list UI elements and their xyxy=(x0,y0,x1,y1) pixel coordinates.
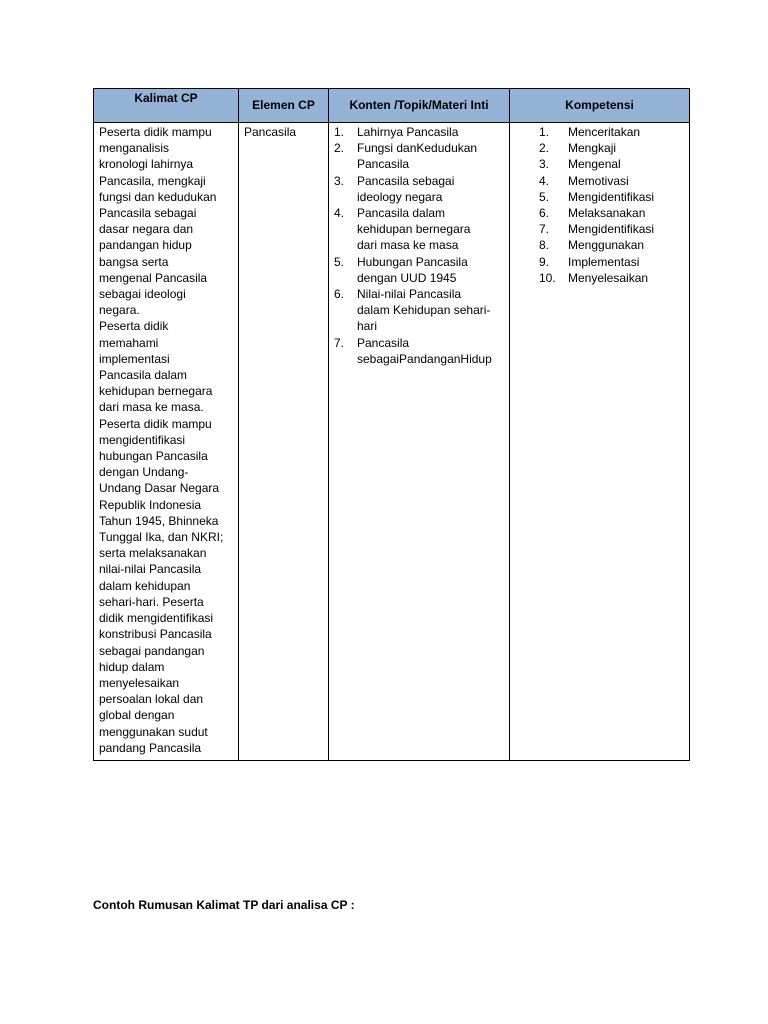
konten-list-item xyxy=(334,335,504,367)
konten-list xyxy=(334,124,504,367)
list-number: 9. xyxy=(539,254,550,269)
list-number: 4. xyxy=(539,173,550,188)
kompetensi-cell xyxy=(510,123,690,761)
kompetensi-list-item xyxy=(539,270,684,286)
kompetensi-list-item xyxy=(539,237,684,253)
kalimat-cp-line: menyelesaikan xyxy=(99,675,180,690)
kalimat-cp-line: Peserta didik mampu xyxy=(99,125,212,139)
konten-item-line: dari masa ke masa xyxy=(357,238,459,253)
list-number: 8. xyxy=(539,238,550,253)
table-row xyxy=(94,123,690,761)
kompetensi-list-item xyxy=(539,221,684,237)
list-number: 1. xyxy=(334,125,345,139)
kalimat-cp-line: Peserta didik mampu xyxy=(99,416,212,431)
kalimat-cp-line: Republik Indonesia xyxy=(99,497,202,512)
cp-analysis-table xyxy=(93,88,690,761)
list-number: 5. xyxy=(334,254,345,269)
konten-item-text xyxy=(357,254,468,286)
kalimat-cp-line: bangsa serta xyxy=(99,254,169,269)
kompetensi-list-item xyxy=(539,140,684,156)
kompetensi-item-text: Mengidentifikasi xyxy=(568,189,655,204)
elemen-cp-cell xyxy=(239,123,329,761)
kalimat-cp-line: implementasi xyxy=(99,351,170,366)
list-number: 6. xyxy=(334,287,345,302)
kalimat-cp-line: kronologi lahirnya xyxy=(99,157,194,172)
list-number: 2. xyxy=(539,141,550,156)
konten-item-line: Pancasila xyxy=(357,157,410,172)
kalimat-cp-line: Pancasila dalam xyxy=(99,368,188,383)
kalimat-cp-line: didik mengidentifikasi xyxy=(99,611,214,626)
kompetensi-item-text: Menggunakan xyxy=(568,238,645,253)
kalimat-cp-line: sebagai pandangan xyxy=(99,643,205,658)
kalimat-cp-line: sebagai ideologi xyxy=(99,287,186,302)
konten-list-item xyxy=(334,205,504,254)
kompetensi-item-text: Memotivasi xyxy=(568,173,629,188)
kompetensi-item-text: Menceritakan xyxy=(568,125,641,139)
konten-item-line: kehidupan bernegara xyxy=(357,222,471,237)
konten-list-item xyxy=(334,286,504,335)
kalimat-cp-line: Peserta didik xyxy=(99,319,169,334)
kalimat-cp-line: dasar negara dan xyxy=(99,222,194,237)
kalimat-cp-line: hubungan Pancasila xyxy=(99,449,208,464)
kompetensi-list-item xyxy=(539,156,684,172)
kompetensi-list-item xyxy=(539,173,684,189)
konten-cell xyxy=(329,123,510,761)
list-number: 7. xyxy=(539,222,550,237)
kompetensi-list-item xyxy=(539,205,684,221)
kalimat-cp-line: serta melaksanakan xyxy=(99,546,207,561)
konten-list-item xyxy=(334,140,504,172)
konten-item-line: Pancasila xyxy=(357,335,410,350)
list-number: 4. xyxy=(334,206,345,221)
konten-item-text xyxy=(357,140,477,172)
kalimat-cp-line: dalam kehidupan xyxy=(99,578,191,593)
kalimat-cp-line: pandangan hidup xyxy=(99,238,192,253)
table-header-row xyxy=(94,89,690,123)
kalimat-cp-line: konstribusi Pancasila xyxy=(99,627,212,642)
konten-item-text xyxy=(357,335,492,367)
konten-list-item xyxy=(334,124,504,140)
konten-item-line: sebagaiPandanganHidup xyxy=(357,351,492,366)
list-number: 1. xyxy=(539,125,550,139)
kalimat-cp-line: hidup dalam xyxy=(99,659,165,674)
konten-item-line: dengan UUD 1945 xyxy=(357,270,457,285)
elemen-cp-value: Pancasila xyxy=(244,125,297,139)
kompetensi-item-text: Mengidentifikasi xyxy=(568,222,655,237)
kalimat-cp-line: Tahun 1945, Bhinneka xyxy=(99,513,219,528)
kalimat-cp-line: global dengan xyxy=(99,708,175,723)
list-number: 3. xyxy=(539,157,550,172)
kompetensi-list xyxy=(539,124,684,286)
kalimat-cp-line: mengenal Pancasila xyxy=(99,270,208,285)
konten-item-line: Pancasila dalam xyxy=(357,206,446,221)
list-number: 5. xyxy=(539,189,550,204)
kompetensi-list-item xyxy=(539,254,684,270)
kalimat-cp-line: menganalisis xyxy=(99,141,170,156)
kalimat-cp-line: menggunakan sudut xyxy=(99,724,208,739)
konten-item-line: hari xyxy=(357,319,378,334)
kalimat-cp-line: Tunggal Ika, dan NKRI; xyxy=(99,530,224,545)
header-kalimat-cp: Kalimat CP xyxy=(94,89,239,123)
caption-heading: Contoh Rumusan Kalimat TP dari analisa CP : xyxy=(93,898,355,912)
kalimat-cp-line: mengidentifikasi xyxy=(99,432,186,447)
kalimat-cp-line: sehari-hari. Peserta xyxy=(99,594,204,609)
konten-item-line: Nilai-nilai Pancasila xyxy=(357,287,462,302)
kalimat-cp-text xyxy=(99,124,233,756)
konten-item-text xyxy=(357,205,470,254)
kalimat-cp-line: Undang Dasar Negara xyxy=(99,481,220,496)
konten-item-text xyxy=(357,173,454,205)
header-elemen-cp: Elemen CP xyxy=(239,89,329,123)
kompetensi-item-text: Melaksanakan xyxy=(568,206,646,221)
kompetensi-list-item xyxy=(539,189,684,205)
kompetensi-list-item xyxy=(539,124,684,140)
kalimat-cp-line: nilai-nilai Pancasila xyxy=(99,562,202,577)
kompetensi-item-text: Mengenal xyxy=(568,157,621,172)
konten-item-line: ideology negara xyxy=(357,189,443,204)
list-number: 2. xyxy=(334,141,345,156)
header-kompetensi: Kompetensi xyxy=(510,89,690,123)
konten-list-item xyxy=(334,173,504,205)
konten-list-item xyxy=(334,254,504,286)
kalimat-cp-line: Pancasila sebagai xyxy=(99,206,197,221)
konten-item-text xyxy=(357,286,490,335)
konten-item-text xyxy=(357,124,458,140)
konten-item-line: Fungsi danKedudukan xyxy=(357,141,478,156)
kalimat-cp-line: Pancasila, mengkaji xyxy=(99,173,206,188)
konten-item-line: Hubungan Pancasila xyxy=(357,254,468,269)
konten-item-line: Lahirnya Pancasila xyxy=(357,125,459,139)
kalimat-cp-line: fungsi dan kedudukan xyxy=(99,189,217,204)
list-number: 6. xyxy=(539,206,550,221)
kalimat-cp-line: dari masa ke masa. xyxy=(99,400,204,415)
kalimat-cp-line: persoalan lokal dan xyxy=(99,692,204,707)
kalimat-cp-line: negara. xyxy=(99,303,140,318)
kompetensi-item-text: Menyelesaikan xyxy=(568,270,649,285)
kompetensi-item-text: Mengkaji xyxy=(568,141,617,156)
kalimat-cp-line: dengan Undang- xyxy=(99,465,189,480)
list-number: 7. xyxy=(334,335,345,350)
konten-item-line: dalam Kehidupan sehari- xyxy=(357,303,491,318)
konten-item-line: Pancasila sebagai xyxy=(357,173,455,188)
kalimat-cp-line: kehidupan bernegara xyxy=(99,384,213,399)
header-konten: Konten /Topik/Materi Inti xyxy=(329,89,510,123)
kalimat-cp-cell xyxy=(94,123,239,761)
kalimat-cp-line: memahami xyxy=(99,335,159,350)
list-number: 10. xyxy=(539,270,556,285)
kompetensi-item-text: Implementasi xyxy=(568,254,640,269)
list-number: 3. xyxy=(334,173,345,188)
kalimat-cp-line: pandang Pancasila xyxy=(99,740,202,755)
